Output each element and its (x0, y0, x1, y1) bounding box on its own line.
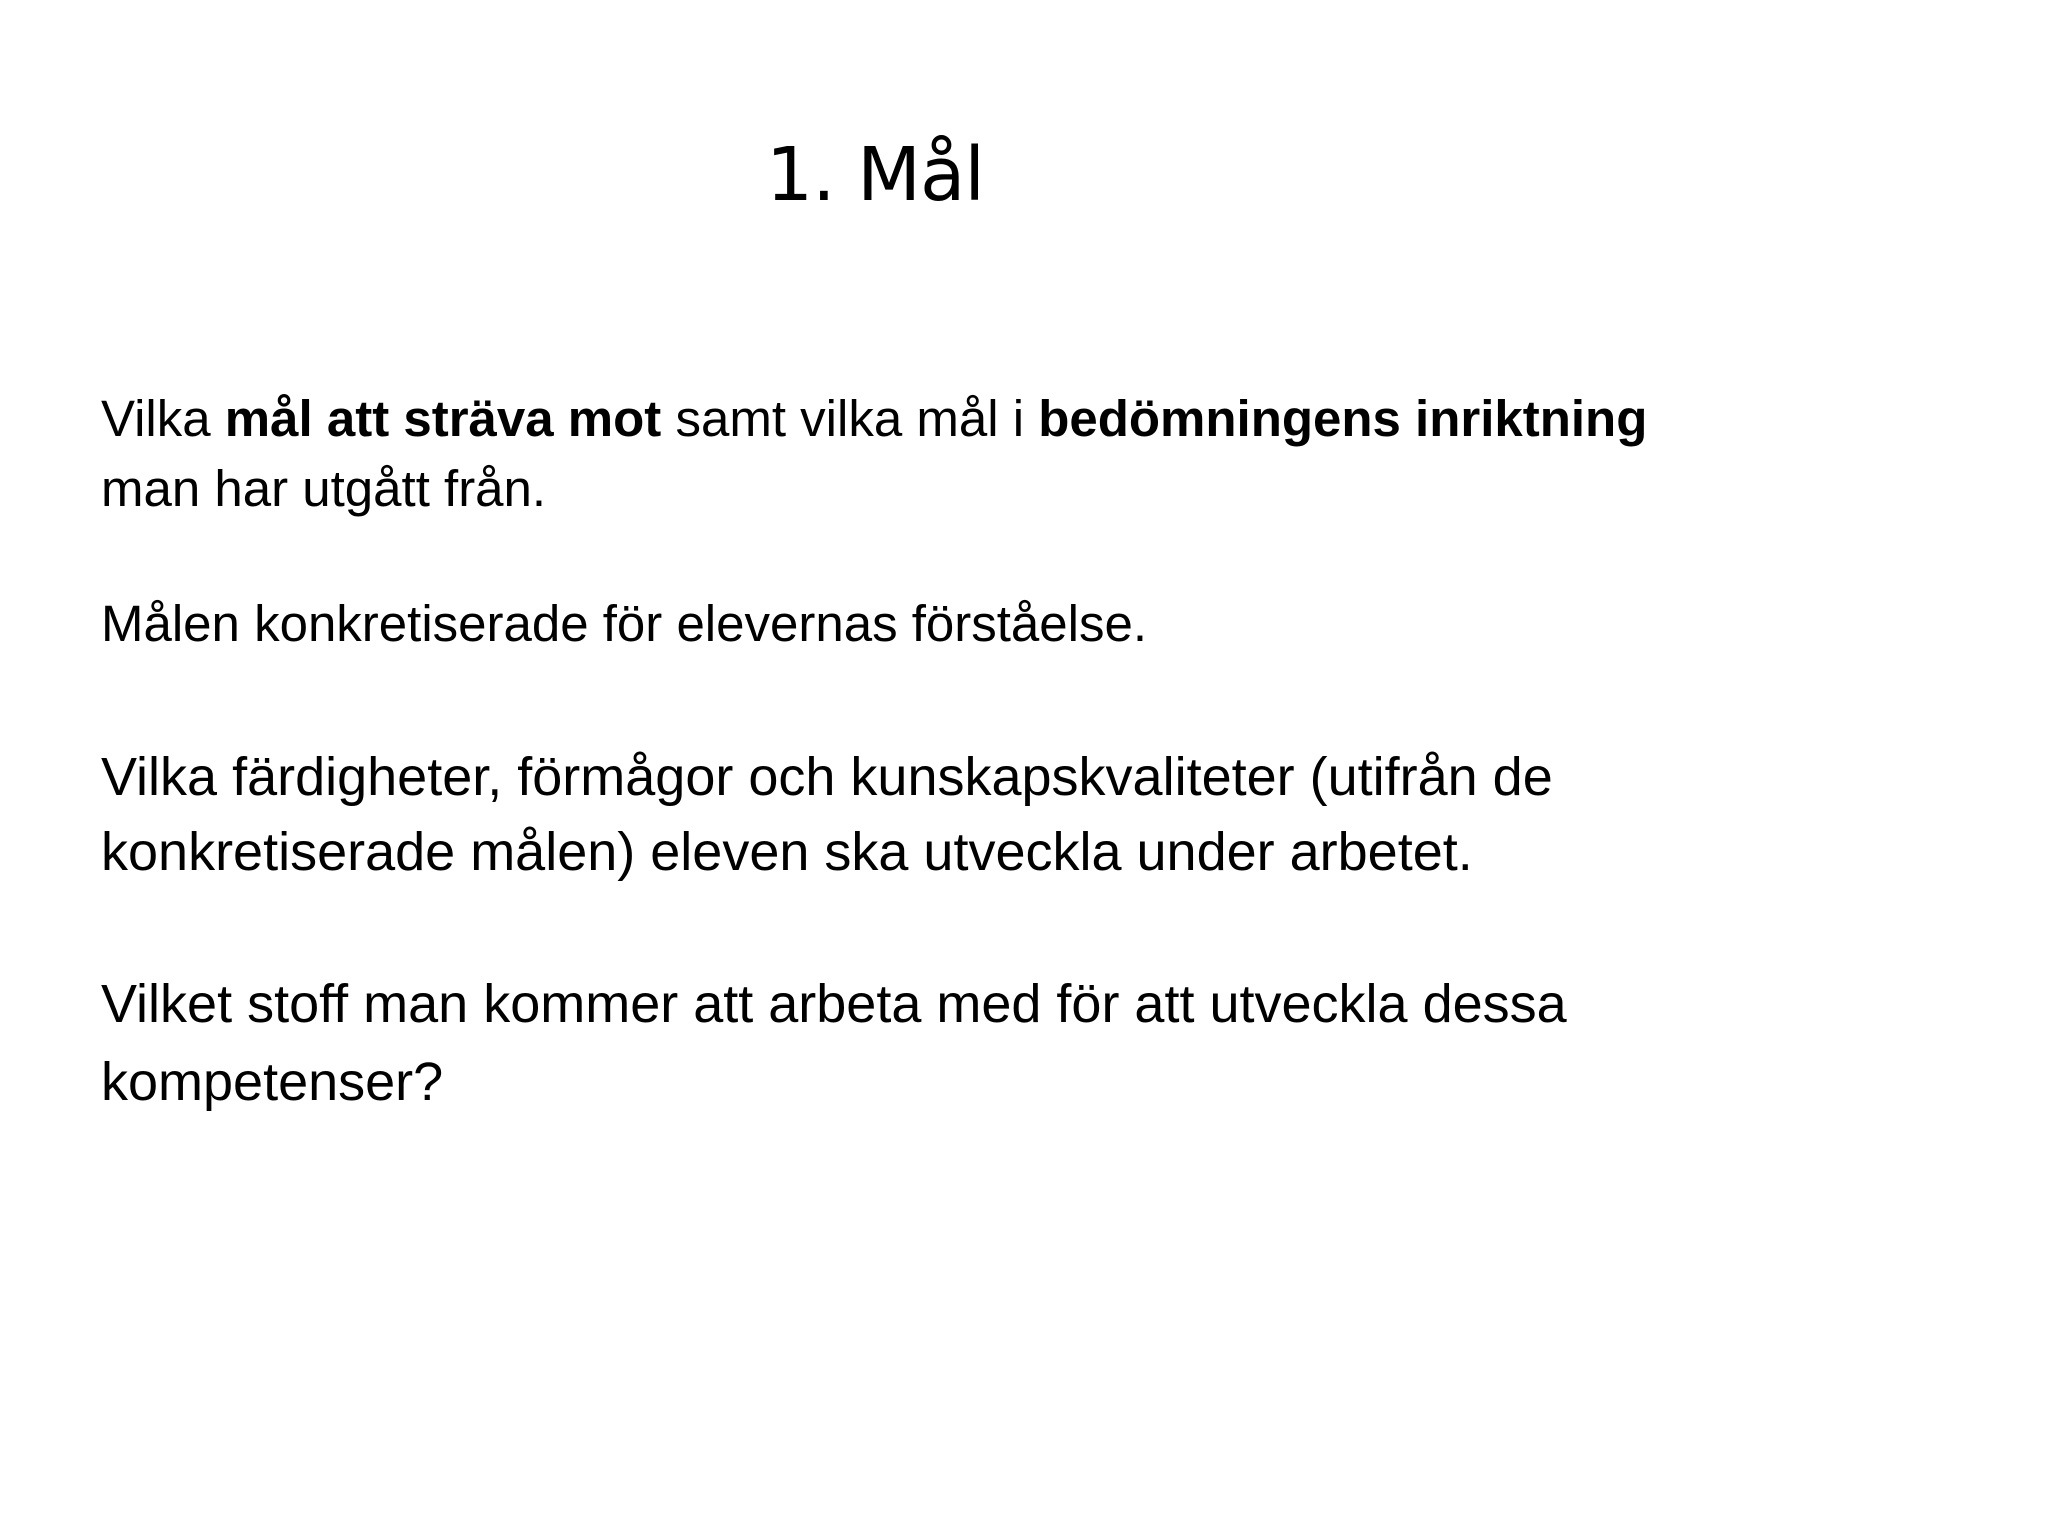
goals-bold-assessment: bedömningens inriktning (1038, 390, 1648, 447)
concretized-paragraph: Målen konkretiserade för elevernas förståelse. (101, 595, 1148, 652)
goals-bold-strive: mål att sträva mot (224, 390, 662, 447)
skills-paragraph: Vilka färdigheter, förmågor och kunskapskvaliteter (utifrån de konkretiserade målen) eleven ska utveckla under arbetet. (101, 747, 1553, 882)
goals-paragraph (101, 384, 1961, 524)
content-paragraph: Vilket stoff man kommer att arbeta med för att utveckla dessa kompetenser? (101, 974, 1567, 1112)
goals-text-2: samt vilka mål i (661, 390, 1039, 447)
goals-text-1: Vilka (101, 390, 225, 447)
slide-title: 1. Mål (766, 132, 984, 218)
goals-text-3: man har utgått från. (101, 460, 547, 517)
